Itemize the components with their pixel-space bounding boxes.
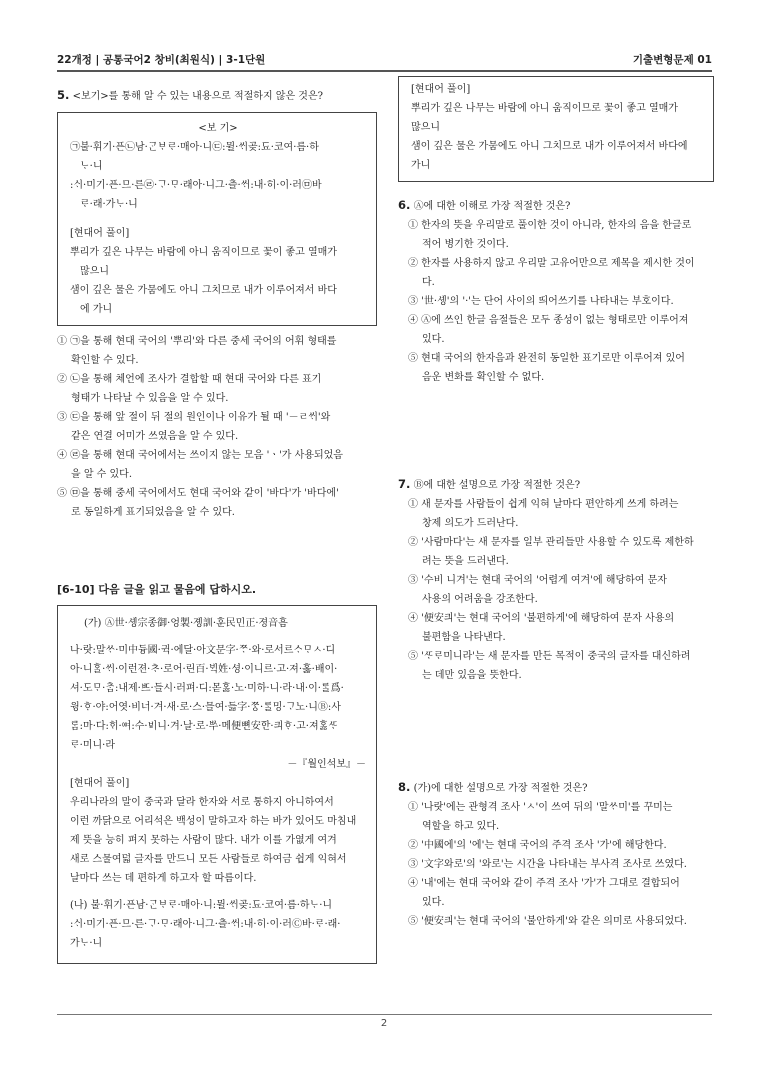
answer-option-line: ④ Ⓐ에 쓰인 한글 음절들은 모두 종성이 없는 형태로만 이루어져 (408, 315, 689, 326)
answer-option[interactable] (408, 874, 714, 912)
answer-option-line: ⑤ 'ᄯᆞᄅᆞ미니라'는 새 문자를 만든 목적이 중국의 글자를 대신하려 (408, 651, 691, 662)
answer-option-line: 확인할 수 있다. (71, 355, 139, 366)
answer-options (398, 495, 714, 685)
translation-box (398, 76, 714, 182)
answer-option-line: ③ '世·솅'의 '·'는 단어 사이의 띄어쓰기를 나타내는 부호이다. (408, 296, 674, 307)
answer-option-line: ① 한자의 뜻을 우리말로 풀이한 것이 아니라, 한자의 음을 한글로 (408, 220, 692, 231)
answer-option[interactable] (408, 836, 714, 855)
page-number: 2 (380, 1018, 388, 1029)
answer-option-line: 불편함을 나타낸다. (422, 632, 506, 643)
answer-option-line: ④ ㉣을 통해 현대 국어에서는 쓰이지 않는 모음 'ㆍ'가 사용되었음 (57, 450, 343, 461)
answer-option[interactable] (408, 216, 714, 254)
answer-option-line: 을 알 수 있다. (71, 469, 133, 480)
box-translation-line: 샘이 깊은 물은 가뭄에도 아니 그치므로 내가 이루어져서 바다 (70, 285, 337, 296)
passage-line: 가ᄂᆞ·니 (70, 938, 103, 949)
answer-option-line: ⑤ 현대 국어의 한자음과 완전히 동일한 표기로만 이루어져 있어 (408, 353, 685, 364)
passage-line: ᄅᆞᆷ:마·다:ᄒᆡ·ᅇᅧ:수·ᄫᅵ니·겨·날·로·ᄡᅮ·메便뼌安ᅙᅡᆫ·킈ᄒᆞ·고·져ᄒᆞᇙᄯᆞ (70, 721, 338, 732)
answer-option-line: ② '사람마다'는 새 문자를 일부 관리들만 사용할 수 있도록 제한하 (408, 537, 694, 548)
passage-line: ᄅᆞ·미니·라 (70, 740, 115, 751)
translation-box-text (411, 99, 703, 175)
translation-line: 가니 (411, 160, 431, 171)
answer-option-line: 있다. (422, 334, 445, 345)
answer-option[interactable] (57, 370, 377, 408)
header-rule (57, 70, 712, 72)
box-translation (70, 243, 366, 319)
answer-options (57, 332, 377, 522)
passage-translation-label: [현대어 풀이] (70, 778, 130, 789)
question-text: Ⓑ에 대한 설명으로 가장 적절한 것은? (413, 480, 581, 491)
answer-option[interactable] (408, 292, 714, 311)
box-line: ᄂᆞ·니 (80, 161, 103, 172)
answer-option[interactable] (57, 332, 377, 370)
answer-option-line: ③ '文字와로'의 '와로'는 시간을 나타내는 부사격 조사로 쓰였다. (408, 859, 687, 870)
translation-line: 뿌리가 깊은 나무는 바람에 아니 움직이므로 꽃이 좋고 열매가 (411, 103, 678, 114)
passage-line: 셔·도ᄆᆞ·ᄎᆞᆷ:내제·ᄠᅳ·들시·러펴·디:몯ᄒᆞᇙ·노·미하·니·라·내·이·ᄅᆞᆯ爲· (70, 683, 344, 694)
translation-box-label: [현대어 풀이] (411, 84, 471, 95)
footer-rule (57, 1014, 712, 1015)
answer-option[interactable] (57, 408, 377, 446)
box-original-text (70, 138, 366, 214)
box-line: :ᄉᆡ·미기·픈·므·른㉣·ᄀᆞ·ᄆᆞ·래아·니그·츨·ᄊᆡ:내·히·이·러㉤바 (70, 180, 322, 191)
box-translation-line: 많으니 (80, 266, 109, 277)
box-translation-line: 에 가니 (80, 304, 113, 315)
passage-na-text (70, 896, 366, 953)
passage-line: (나) 불·휘기·픈남·ᄀᆞᆫᄇᆞᄅᆞ·매아·니:뮐·ᄊᆡ곶:됴·코여·름·하ᄂᆞ·니 (70, 900, 333, 911)
answer-option[interactable] (57, 446, 377, 484)
question-8 (398, 778, 714, 931)
answer-options (398, 798, 714, 931)
question-6 (398, 196, 714, 387)
answer-option[interactable] (408, 609, 714, 647)
answer-option-line: 있다. (422, 897, 445, 908)
translation-line: 많으니 (411, 122, 440, 133)
answer-options (398, 216, 714, 387)
translation-line: 샘이 깊은 물은 가뭄에도 아니 그치므로 내가 이루어져서 바다에 (411, 141, 688, 152)
answer-option[interactable] (408, 495, 714, 533)
answer-option-line: ② ㉡을 통해 체언에 조사가 결합할 때 현대 국어와 다른 표기 (57, 374, 322, 385)
answer-option-line: 창제 의도가 드러난다. (422, 518, 519, 529)
answer-option[interactable] (408, 254, 714, 292)
question-number: 6. (398, 198, 411, 212)
translation-line: 새로 스물여덟 글자를 만드니 모든 사람들로 하여금 쉽게 익혀서 (70, 854, 347, 865)
answer-option-line: 같은 연결 어미가 쓰였음을 알 수 있다. (71, 431, 239, 442)
page-header (57, 50, 712, 70)
passage-line: 나·랏:말ᄊᆞ·미中듕國·귁·에달·아文문字·ᄍᆞ·와·로서르ᄉᆞᄆᆞㅅ·디 (70, 645, 336, 656)
answer-option[interactable] (408, 349, 714, 387)
box-translation-label: [현대어 풀이] (70, 228, 130, 239)
answer-option-line: ② '中國에'의 '에'는 현대 국어의 주격 조사 '가'에 해당한다. (408, 840, 667, 851)
answer-option[interactable] (408, 855, 714, 874)
question-number: 8. (398, 780, 411, 794)
answer-option[interactable] (408, 647, 714, 685)
passage-ga-text (70, 641, 366, 755)
translation-line: 우리나라의 말이 중국과 달라 한자와 서로 통하지 아니하여서 (70, 797, 334, 808)
answer-option-line: ⑤ ㉤을 통해 중세 국어에서도 현대 국어와 같이 '바다'가 '바다에' (57, 488, 339, 499)
answer-option-line: 사용의 어려움을 강조한다. (422, 594, 538, 605)
translation-line: 제 뜻을 능히 펴지 못하는 사람이 많다. 내가 이를 가엾게 여겨 (70, 835, 337, 846)
answer-option-line: ③ ㉢을 통해 앞 절이 뒤 절의 원인이나 이유가 될 때 '－ㄹᄊᆡ'와 (57, 412, 331, 423)
question-number: 5. (57, 88, 70, 102)
box-translation-line: 뿌리가 깊은 나무는 바람에 아니 움직이므로 꽃이 좋고 열매가 (70, 247, 337, 258)
passage-ga-title: (가) Ⓐ世·솅宗종御·엉製·졩訓·훈民민正·졍音흠 (84, 618, 288, 629)
header-right: 기출변형문제 01 (632, 54, 712, 66)
answer-option-line: 음운 변화를 확인할 수 없다. (422, 372, 545, 383)
passage-line: 윙·ᄒᆞ·야:어엿·비너·겨·새·로·스·믈여·듧字·ᄍᆞᆼ·ᄅᆞᆯ밍·ᄀᆞ노·니Ⓑ:사 (70, 702, 341, 713)
answer-option-line: 려는 뜻을 드러낸다. (422, 556, 509, 567)
example-box (57, 112, 377, 326)
answer-option-line: ④ '내'에는 현대 국어와 같이 주격 조사 '가'가 그대로 결합되어 (408, 878, 680, 889)
answer-option[interactable] (408, 571, 714, 609)
answer-option-line: ① ㉠을 통해 현대 국어의 '뿌리'와 다른 중세 국어의 어휘 형태를 (57, 336, 337, 347)
passage-translation (70, 793, 366, 888)
answer-option-line: 로 동일하게 표기되었음을 알 수 있다. (71, 507, 235, 518)
answer-option-line: 적어 병기한 것이다. (422, 239, 509, 250)
header-left: 22개정 | 공통국어2 창비(최원식) | 3-1단원 (57, 54, 266, 66)
translation-line: 날마다 쓰는 데 편하게 하고자 할 따름이다. (70, 873, 257, 884)
box-title: <보 기> (198, 123, 238, 134)
answer-option[interactable] (408, 533, 714, 571)
answer-option-line: 형태가 나타날 수 있음을 알 수 있다. (71, 393, 229, 404)
answer-option-line: ③ '수비 니겨'는 현대 국어의 '어렵게 여겨'에 해당하여 문자 (408, 575, 667, 586)
answer-option-line: 는 데만 있음을 뜻한다. (422, 670, 522, 681)
question-7 (398, 475, 714, 685)
box-line: ㉠불·휘기·픈㉡남·ᄀᆞᆫᄇᆞᄅᆞ·매아·니㉢:뮐·ᄊᆡ곶:됴·코여·름·하 (70, 142, 319, 153)
question-5 (57, 86, 377, 522)
question-text: Ⓐ에 대한 이해로 가장 적절한 것은? (413, 201, 571, 212)
box-line: ᄅᆞ·래·가ᄂᆞ·니 (80, 199, 138, 210)
answer-option[interactable] (408, 912, 714, 931)
question-number: 7. (398, 477, 411, 491)
answer-option-line: ⑤ '便安킈'는 현대 국어의 '불안하게'와 같은 의미로 사용되었다. (408, 916, 687, 927)
passage-line: :ᄉᆡ·미기·픈·므·른·ᄀᆞ·ᄆᆞ·래아·니그·츨·ᄊᆡ:내·히·이·러Ⓒ바·ᄅᆞ·래· (70, 919, 341, 930)
passage-source: －『월인석보』－ (287, 759, 366, 770)
answer-option-line: ① '나랏'에는 관형격 조사 'ㅅ'이 쓰여 뒤의 '말ᄊᆞ미'를 꾸미는 (408, 802, 673, 813)
answer-option-line: ② 한자를 사용하지 않고 우리말 고유어만으로 제목을 제시한 것이 (408, 258, 695, 269)
passage-line: 아·니ᄒᆞᆯ·ᄊᆡ·이런젼·ᄎᆞ·로어·린百·ᄇᆡᆨ姓·셩·이니르·고·져·홇·배이· (70, 664, 338, 675)
question-text: <보기>를 통해 알 수 있는 내용으로 적절하지 않은 것은? (72, 91, 323, 102)
answer-option-line: ① 새 문자를 사람들이 쉽게 익혀 날마다 편안하게 쓰게 하려는 (408, 499, 679, 510)
answer-option[interactable] (57, 484, 377, 522)
answer-option[interactable] (408, 798, 714, 836)
answer-option[interactable] (408, 311, 714, 349)
answer-option-line: ④ '便安킈'는 현대 국어의 '불편하게'에 해당하여 문자 사용의 (408, 613, 675, 624)
left-column (57, 86, 377, 964)
answer-option-line: 다. (422, 277, 435, 288)
section-heading: [6-10] 다음 글을 읽고 물음에 답하시오. (57, 583, 257, 596)
question-text: (가)에 대한 설명으로 가장 적절한 것은? (413, 783, 588, 794)
right-column (398, 76, 714, 931)
passage-box (57, 605, 377, 964)
answer-option-line: 역할을 하고 있다. (422, 821, 500, 832)
translation-line: 이런 까닭으로 어리석은 백성이 말하고자 하는 바가 있어도 마침내 (70, 816, 357, 827)
